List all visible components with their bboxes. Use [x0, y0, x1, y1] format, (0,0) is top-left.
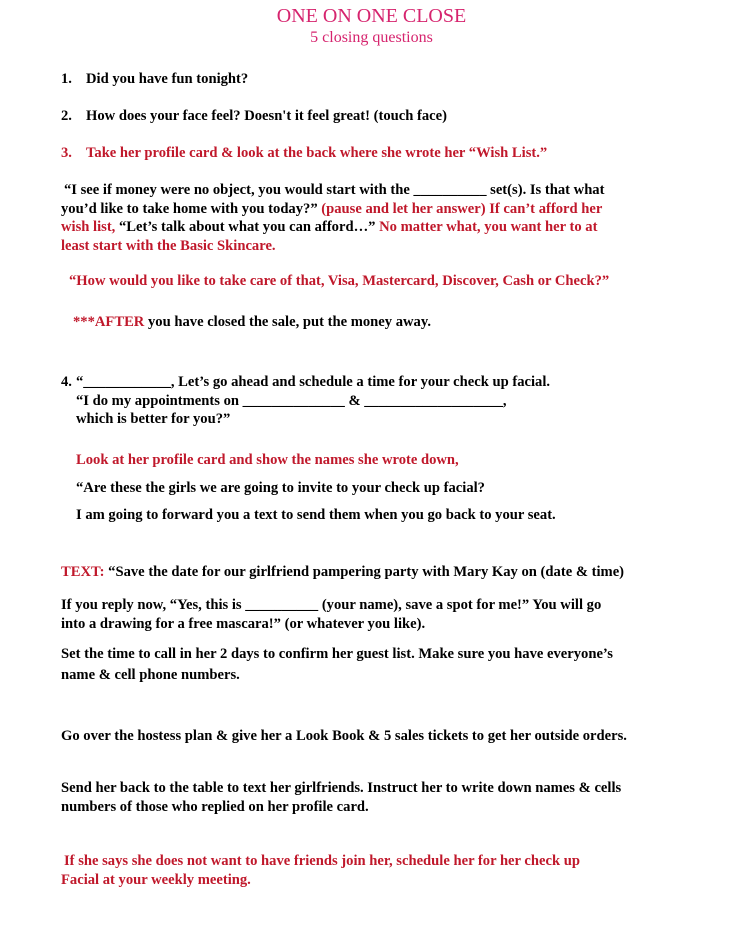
- send-back-note: Send her back to the table to text her girlfriends. Instruct her to write down names & cells numbers of those who replied on her profile card.: [61, 780, 622, 815]
- after-close-note: ***AFTER you have closed the sale, put the money away.: [73, 314, 431, 330]
- wish-list-instruction-1: (pause and let her answer) If can’t afford her: [321, 200, 603, 217]
- wish-list-line-1: “I see if money were no object, you would start with the __________ set(s). Is that what: [64, 182, 605, 198]
- no-friends-note: If she says she does not want to have friends join her, schedule her for her check up Facial at your weekly meeting.: [61, 853, 580, 888]
- wish-list-line-4: least start with the Basic Skincare.: [61, 237, 276, 254]
- payment-question: “How would you like to take care of that, Visa, Mastercard, Discover, Cash or Check?”: [69, 273, 610, 289]
- text-message: [61, 563, 624, 582]
- reply-offer: If you reply now, “Yes, this is __________ (your name), save a spot for me!” You will go into a drawing for a free mascara!” (or whatever you like).: [61, 597, 602, 632]
- question-3: [61, 144, 547, 163]
- wish-list-script: [61, 181, 604, 255]
- profile-card-instruction: Look at her profile card and show the names she wrote down,: [76, 452, 459, 468]
- question-1: [61, 70, 248, 89]
- page-subtitle: 5 closing questions: [310, 29, 433, 46]
- after-label: ***AFTER: [73, 314, 145, 330]
- question-2-number: 2.: [61, 108, 72, 124]
- question-4-line-1: “____________, Let’s go ahead and schedule a time for your check up facial.: [76, 374, 551, 390]
- question-1-number: 1.: [61, 71, 72, 87]
- wish-list-instruction-2: No matter what, you want her to at: [379, 219, 598, 235]
- wish-list-line-3: wish list, “Let’s talk about what you can afford…” No matter what, you want her to at: [61, 219, 598, 235]
- question-4-line-2: “I do my appointments on ______________ & ___________________,: [76, 392, 507, 409]
- question-4-number: 4.: [61, 374, 72, 390]
- question-3-text: Take her profile card & look at the back where she wrote her “Wish List.”: [86, 145, 548, 161]
- question-3-number: 3.: [61, 145, 72, 161]
- question-1-text: Did you have fun tonight?: [86, 71, 249, 87]
- set-time-note: Set the time to call in her 2 days to confirm her guest list. Make sure you have everyone’s name & cell phone numbers.: [61, 646, 613, 683]
- question-2-text: How does your face feel? Doesn't it feel great! (touch face): [86, 108, 447, 124]
- invite-question: “Are these the girls we are going to invite to your check up facial?: [76, 480, 485, 496]
- wish-list-line-2: you’d like to take home with you today?” (pause and let her answer) If can’t afford her: [61, 200, 603, 217]
- text-label: TEXT:: [61, 564, 105, 580]
- text-body: “Save the date for our girlfriend pampering party with Mary Kay on (date & time): [104, 564, 625, 580]
- forward-text-note: I am going to forward you a text to send them when you go back to your seat.: [76, 507, 556, 523]
- question-2: [61, 107, 447, 126]
- page-title: ONE ON ONE CLOSE: [276, 5, 467, 27]
- question-4: [61, 373, 550, 429]
- hostess-plan-note: Go over the hostess plan & give her a Look Book & 5 sales tickets to get her outside orders.: [61, 728, 627, 744]
- question-4-line-3: which is better for you?”: [76, 411, 231, 427]
